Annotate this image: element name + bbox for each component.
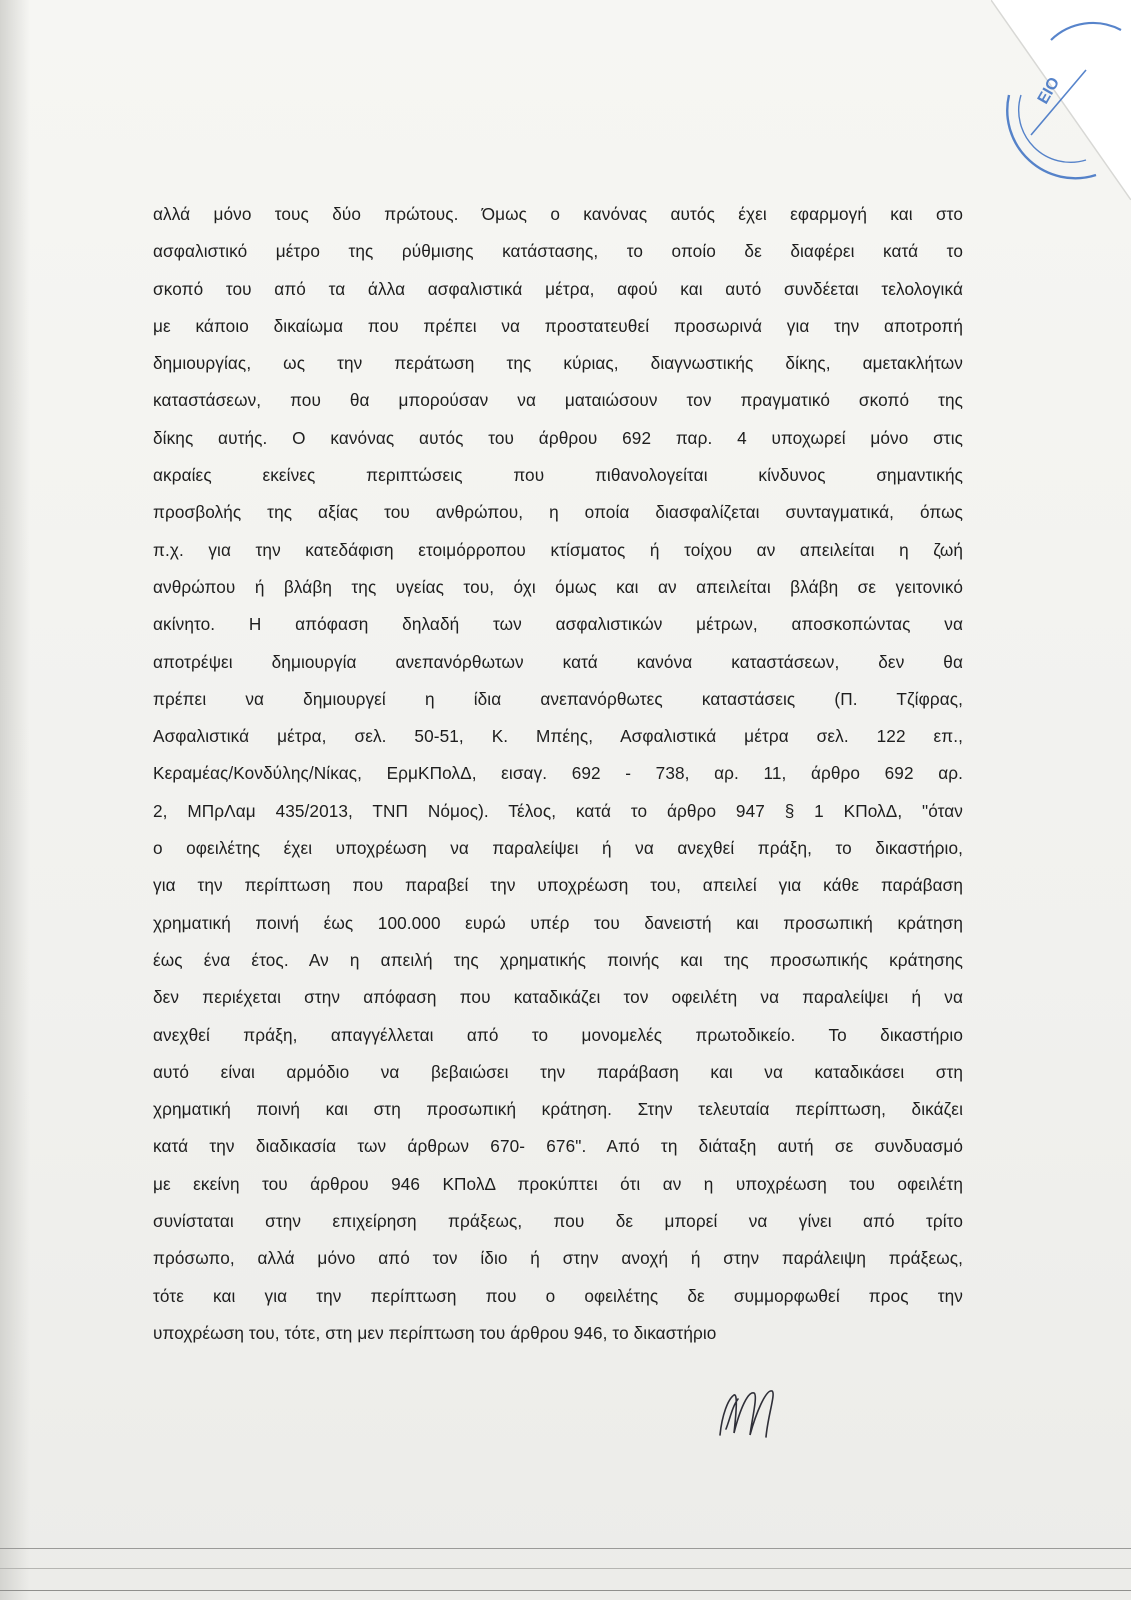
text-line: χρηματική ποινή έως 100.000 ευρώ υπέρ του δανειστή και προσωπική κράτηση bbox=[153, 912, 963, 933]
text-line: ακίνητο. Η απόφαση δηλαδή των ασφαλιστικών μέτρων, αποσκοπώντας να bbox=[153, 614, 963, 635]
text-line: σκοπό του από τα άλλα ασφαλιστικά μέτρα, αφού και αυτό συνδέεται τελολογικά bbox=[153, 278, 963, 299]
text-line: αλλά μόνο τους δύο πρώτους. Όμως ο κανόνας αυτός έχει εφαρμογή και στο bbox=[153, 204, 963, 224]
text-line: ανεχθεί πράξη, απαγγέλλεται από το μονομελές πρωτοδικείο. Το δικαστήριο bbox=[153, 1024, 963, 1045]
handwritten-signature bbox=[716, 1385, 786, 1445]
text-line: ακραίες εκείνες περιπτώσεις που πιθανολογείται κίνδυνος σημαντικής bbox=[153, 465, 963, 486]
text-line: π.χ. για την κατεδάφιση ετοιμόρροπου κτίσματος ή τοίχου αν απειλείται η ζωή bbox=[153, 539, 963, 560]
text-line: χρηματική ποινή και στη προσωπική κράτηση. Στην τελευταία περίπτωση, δικάζει bbox=[153, 1099, 963, 1120]
text-line: πρέπει να δημιουργεί η ίδια ανεπανόρθωτες καταστάσεις (Π. Τζίφρας, bbox=[153, 688, 963, 709]
text-line: Ασφαλιστικά μέτρα, σελ. 50-51, Κ. Μπέης, Ασφαλιστικά μέτρα σελ. 122 επ., bbox=[153, 726, 963, 747]
official-stamp bbox=[991, 0, 1131, 200]
text-line: συνίσταται στην επιχείρηση πράξεως, που δε μπορεί να γίνει από τρίτο bbox=[153, 1211, 963, 1232]
text-line: με εκείνη του άρθρου 946 ΚΠολΔ προκύπτει ότι αν η υποχρέωση του οφειλέτη bbox=[153, 1173, 963, 1194]
bottom-rule-1 bbox=[0, 1548, 1131, 1549]
scan-edge-shadow bbox=[0, 0, 30, 1600]
text-line: καταστάσεων, που θα μπορούσαν να ματαιώσουν τον πραγματικό σκοπό της bbox=[153, 390, 963, 411]
text-line: με κάποιο δικαίωμα που πρέπει να προστατευθεί προσωρινά για την αποτροπή bbox=[153, 315, 963, 336]
text-line: δημιουργίας, ως την περάτωση της κύριας, διαγνωστικής δίκης, αμετακλήτων bbox=[153, 353, 963, 374]
bottom-rule-3 bbox=[0, 1590, 1131, 1591]
text-line: πρόσωπο, αλλά μόνο από τον ίδιο ή στην ανοχή ή στην παράλειψη πράξεως, bbox=[153, 1248, 963, 1269]
text-line: υποχρέωση του, τότε, στη μεν περίπτωση του άρθρου 946, το δικαστήριο bbox=[153, 1322, 717, 1343]
text-line: ασφαλιστικό μέτρο της ρύθμισης κατάστασης, το οποίο δε διαφέρει κατά το bbox=[153, 241, 963, 262]
text-line: προσβολής της αξίας του ανθρώπου, η οποία διασφαλίζεται συνταγματικά, όπως bbox=[153, 502, 963, 523]
body-paragraph bbox=[153, 196, 963, 1352]
bottom-rule-2 bbox=[0, 1568, 1131, 1569]
stamp-fragment-text: ΕΙΟ bbox=[1034, 74, 1064, 107]
text-line: αποτρέψει δημιουργία ανεπανόρθωτων κατά κανόνα καταστάσεων, δεν θα bbox=[153, 651, 963, 672]
text-line: για την περίπτωση που παραβεί την υποχρέωση του, απειλεί για κάθε παράβαση bbox=[153, 875, 963, 896]
text-line: έως ένα έτος. Αν η απειλή της χρηματικής ποινής και της προσωπικής κράτησης bbox=[153, 949, 963, 970]
text-line: αυτό είναι αρμόδιο να βεβαιώσει την παράβαση και να καταδικάσει στη bbox=[153, 1061, 963, 1082]
text-line: ο οφειλέτης έχει υποχρέωση να παραλείψει ή να ανεχθεί πράξη, το δικαστήριο, bbox=[153, 838, 963, 859]
text-line: τότε και για την περίπτωση που ο οφειλέτης δε συμμορφωθεί προς την bbox=[153, 1285, 963, 1306]
text-line: δεν περιέχεται στην απόφαση που καταδικάζει τον οφειλέτη να παραλείψει ή να bbox=[153, 987, 963, 1008]
text-line: 2, ΜΠρΛαμ 435/2013, ΤΝΠ Νόμος). Τέλος, κατά το άρθρο 947 § 1 ΚΠολΔ, "όταν bbox=[153, 800, 963, 821]
text-line: δίκης αυτής. Ο κανόνας αυτός του άρθρου 692 παρ. 4 υποχωρεί μόνο στις bbox=[153, 427, 963, 448]
text-line: ανθρώπου ή βλάβη της υγείας του, όχι όμως και αν απειλείται βλάβη σε γειτονικό bbox=[153, 576, 963, 597]
text-line: Κεραμέας/Κονδύλης/Νίκας, ΕρμΚΠολΔ, εισαγ. 692 - 738, αρ. 11, άρθρο 692 αρ. bbox=[153, 763, 963, 784]
text-line: κατά την διαδικασία των άρθρων 670- 676". Από τη διάταξη αυτή σε συνδυασμό bbox=[153, 1136, 963, 1157]
